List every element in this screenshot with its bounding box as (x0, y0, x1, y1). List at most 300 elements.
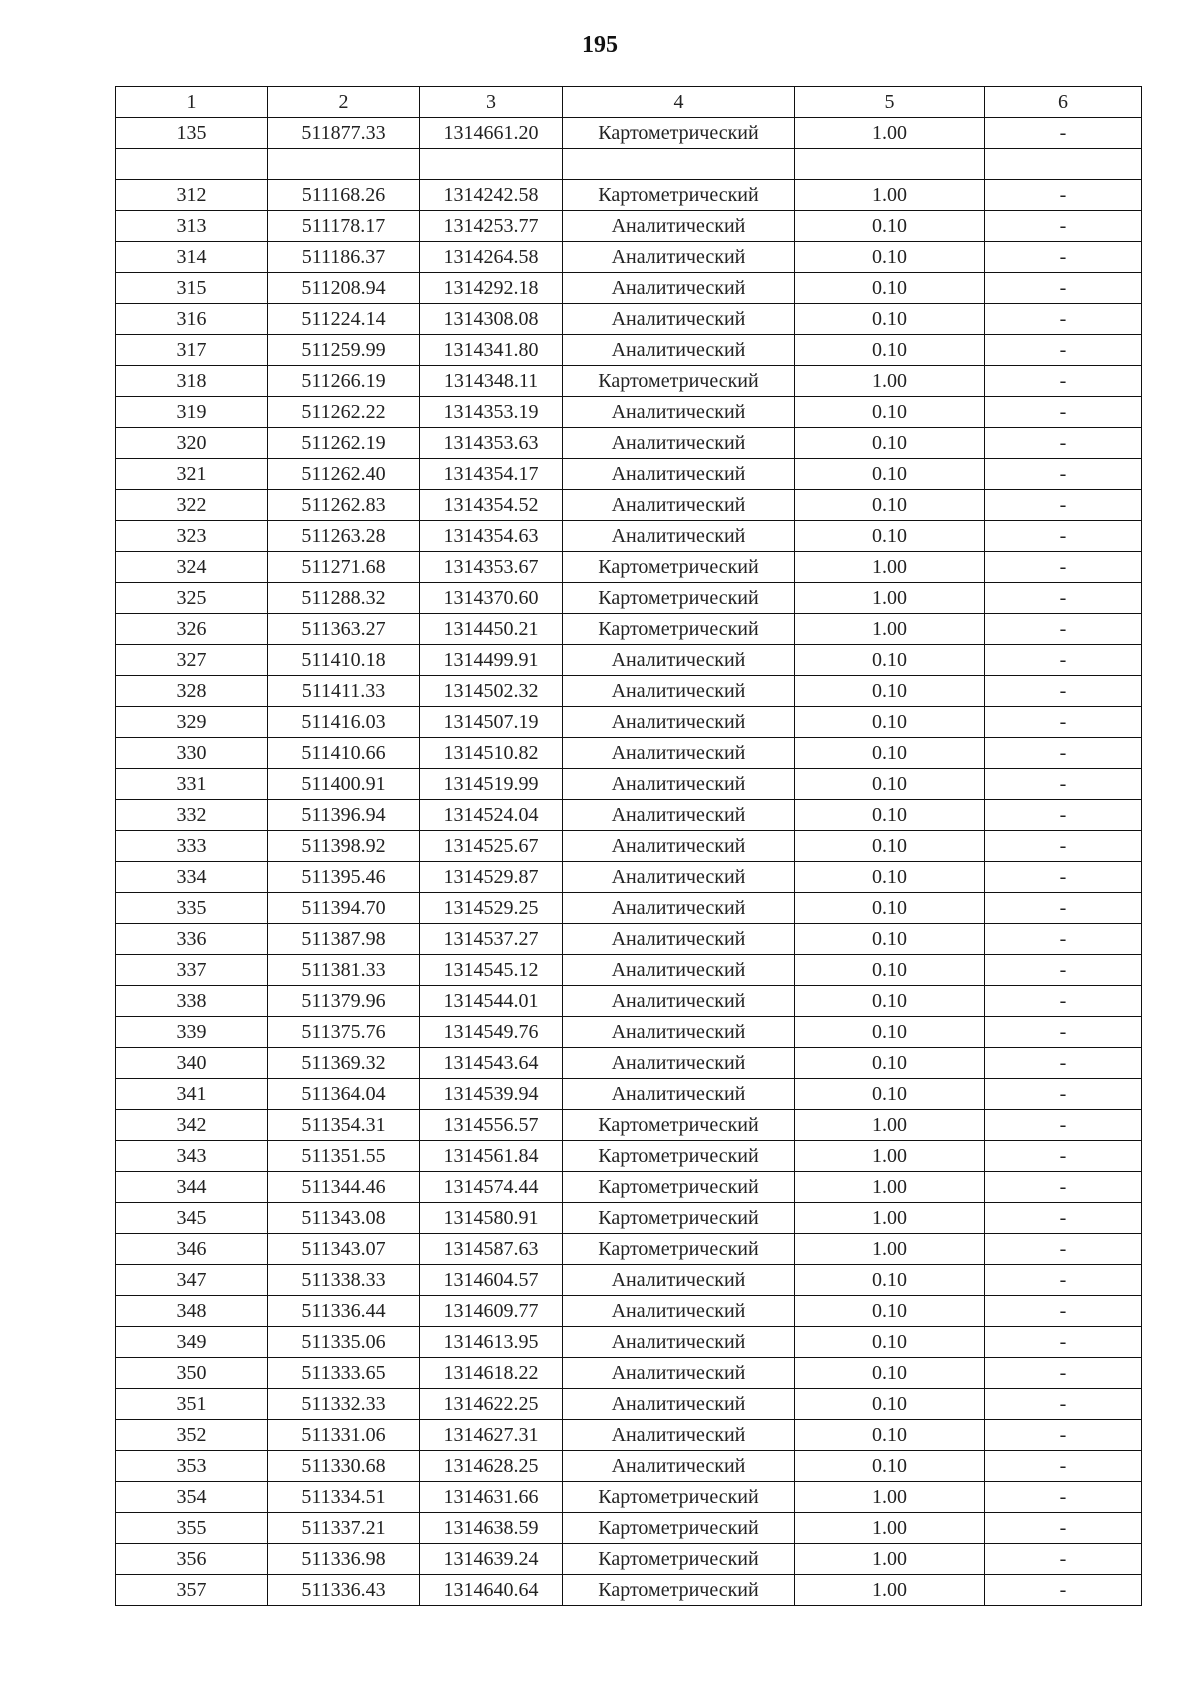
accuracy-cell: 0.10 (795, 459, 985, 490)
accuracy-cell: 0.10 (795, 335, 985, 366)
note-cell: - (985, 521, 1142, 552)
y-coordinate-cell: 1314539.94 (420, 1079, 563, 1110)
accuracy-cell: 0.10 (795, 490, 985, 521)
method-cell: Картометрический (563, 1141, 795, 1172)
y-coordinate-cell: 1314502.32 (420, 676, 563, 707)
table-row (116, 273, 1142, 304)
method-cell: Картометрический (563, 583, 795, 614)
point-number-cell: 326 (116, 614, 268, 645)
coordinates-table-body (116, 87, 1142, 1606)
note-cell: - (985, 893, 1142, 924)
point-number-cell: 357 (116, 1575, 268, 1606)
x-coordinate-cell: 511410.66 (268, 738, 420, 769)
method-cell: Картометрический (563, 118, 795, 149)
note-cell: - (985, 242, 1142, 273)
table-row (116, 1420, 1142, 1451)
method-cell: Аналитический (563, 1048, 795, 1079)
table-row (116, 1358, 1142, 1389)
x-coordinate-cell: 511266.19 (268, 366, 420, 397)
note-cell: - (985, 1079, 1142, 1110)
x-coordinate-cell: 511338.33 (268, 1265, 420, 1296)
accuracy-cell: 1.00 (795, 1513, 985, 1544)
method-cell: Аналитический (563, 893, 795, 924)
table-row (116, 1079, 1142, 1110)
point-number-cell: 335 (116, 893, 268, 924)
point-number-cell: 314 (116, 242, 268, 273)
note-cell: - (985, 1048, 1142, 1079)
table-row (116, 769, 1142, 800)
note-cell: - (985, 1296, 1142, 1327)
x-coordinate-cell: 511354.31 (268, 1110, 420, 1141)
accuracy-cell: 0.10 (795, 1327, 985, 1358)
accuracy-cell: 1.00 (795, 1141, 985, 1172)
y-coordinate-cell: 1314587.63 (420, 1234, 563, 1265)
table-row (116, 1141, 1142, 1172)
table-row (116, 1296, 1142, 1327)
method-cell: Аналитический (563, 831, 795, 862)
method-cell: Аналитический (563, 242, 795, 273)
accuracy-cell: 1.00 (795, 583, 985, 614)
method-cell: Аналитический (563, 738, 795, 769)
y-coordinate-cell: 1314545.12 (420, 955, 563, 986)
y-coordinate-cell: 1314525.67 (420, 831, 563, 862)
x-coordinate-cell: 511224.14 (268, 304, 420, 335)
accuracy-cell: 0.10 (795, 304, 985, 335)
x-coordinate-cell: 511333.65 (268, 1358, 420, 1389)
note-cell: - (985, 1482, 1142, 1513)
x-coordinate-cell: 511178.17 (268, 211, 420, 242)
coordinates-table (115, 86, 1142, 1606)
column-header: 4 (563, 87, 795, 118)
x-coordinate-cell: 511396.94 (268, 800, 420, 831)
point-number-cell: 317 (116, 335, 268, 366)
note-cell: - (985, 986, 1142, 1017)
point-number-cell: 356 (116, 1544, 268, 1575)
point-number-cell: 323 (116, 521, 268, 552)
note-cell: - (985, 676, 1142, 707)
table-row (116, 893, 1142, 924)
x-coordinate-cell (268, 149, 420, 180)
note-cell: - (985, 1265, 1142, 1296)
point-number-cell: 318 (116, 366, 268, 397)
y-coordinate-cell: 1314450.21 (420, 614, 563, 645)
note-cell: - (985, 800, 1142, 831)
y-coordinate-cell: 1314661.20 (420, 118, 563, 149)
x-coordinate-cell: 511411.33 (268, 676, 420, 707)
y-coordinate-cell: 1314604.57 (420, 1265, 563, 1296)
note-cell: - (985, 552, 1142, 583)
method-cell: Аналитический (563, 645, 795, 676)
point-number-cell: 316 (116, 304, 268, 335)
method-cell: Аналитический (563, 800, 795, 831)
method-cell: Картометрический (563, 1172, 795, 1203)
x-coordinate-cell: 511168.26 (268, 180, 420, 211)
accuracy-cell: 1.00 (795, 1575, 985, 1606)
point-number-cell: 313 (116, 211, 268, 242)
note-cell: - (985, 645, 1142, 676)
x-coordinate-cell: 511336.43 (268, 1575, 420, 1606)
x-coordinate-cell: 511375.76 (268, 1017, 420, 1048)
table-row (116, 583, 1142, 614)
y-coordinate-cell: 1314561.84 (420, 1141, 563, 1172)
column-header: 3 (420, 87, 563, 118)
note-cell: - (985, 831, 1142, 862)
method-cell: Аналитический (563, 986, 795, 1017)
method-cell: Аналитический (563, 211, 795, 242)
method-cell: Аналитический (563, 304, 795, 335)
y-coordinate-cell: 1314308.08 (420, 304, 563, 335)
point-number-cell: 325 (116, 583, 268, 614)
y-coordinate-cell: 1314609.77 (420, 1296, 563, 1327)
table-row (116, 149, 1142, 180)
note-cell: - (985, 955, 1142, 986)
point-number-cell: 348 (116, 1296, 268, 1327)
x-coordinate-cell: 511262.40 (268, 459, 420, 490)
accuracy-cell: 0.10 (795, 1265, 985, 1296)
accuracy-cell: 1.00 (795, 1544, 985, 1575)
method-cell: Аналитический (563, 1327, 795, 1358)
method-cell: Аналитический (563, 769, 795, 800)
accuracy-cell: 0.10 (795, 862, 985, 893)
x-coordinate-cell: 511332.33 (268, 1389, 420, 1420)
method-cell: Аналитический (563, 955, 795, 986)
accuracy-cell: 0.10 (795, 676, 985, 707)
y-coordinate-cell: 1314544.01 (420, 986, 563, 1017)
table-row (116, 1110, 1142, 1141)
note-cell: - (985, 1203, 1142, 1234)
table-row (116, 459, 1142, 490)
table-row (116, 1327, 1142, 1358)
table-row (116, 1234, 1142, 1265)
table-row (116, 986, 1142, 1017)
x-coordinate-cell: 511363.27 (268, 614, 420, 645)
point-number-cell (116, 149, 268, 180)
y-coordinate-cell: 1314537.27 (420, 924, 563, 955)
accuracy-cell: 0.10 (795, 521, 985, 552)
point-number-cell: 333 (116, 831, 268, 862)
column-header: 6 (985, 87, 1142, 118)
table-row (116, 521, 1142, 552)
y-coordinate-cell: 1314242.58 (420, 180, 563, 211)
point-number-cell: 331 (116, 769, 268, 800)
point-number-cell: 322 (116, 490, 268, 521)
y-coordinate-cell: 1314353.19 (420, 397, 563, 428)
table-row (116, 1482, 1142, 1513)
table-row (116, 1048, 1142, 1079)
column-header: 1 (116, 87, 268, 118)
y-coordinate-cell: 1314580.91 (420, 1203, 563, 1234)
note-cell: - (985, 459, 1142, 490)
x-coordinate-cell: 511387.98 (268, 924, 420, 955)
accuracy-cell: 1.00 (795, 1110, 985, 1141)
x-coordinate-cell: 511263.28 (268, 521, 420, 552)
note-cell: - (985, 1420, 1142, 1451)
accuracy-cell: 0.10 (795, 1296, 985, 1327)
method-cell: Аналитический (563, 428, 795, 459)
point-number-cell: 327 (116, 645, 268, 676)
point-number-cell: 344 (116, 1172, 268, 1203)
note-cell: - (985, 366, 1142, 397)
x-coordinate-cell: 511877.33 (268, 118, 420, 149)
x-coordinate-cell: 511416.03 (268, 707, 420, 738)
note-cell (985, 149, 1142, 180)
y-coordinate-cell: 1314354.63 (420, 521, 563, 552)
y-coordinate-cell: 1314549.76 (420, 1017, 563, 1048)
method-cell: Картометрический (563, 1203, 795, 1234)
x-coordinate-cell: 511336.44 (268, 1296, 420, 1327)
accuracy-cell: 0.10 (795, 769, 985, 800)
y-coordinate-cell: 1314499.91 (420, 645, 563, 676)
method-cell: Картометрический (563, 1513, 795, 1544)
accuracy-cell: 0.10 (795, 645, 985, 676)
table-row (116, 862, 1142, 893)
x-coordinate-cell: 511337.21 (268, 1513, 420, 1544)
x-coordinate-cell: 511262.19 (268, 428, 420, 459)
point-number-cell: 324 (116, 552, 268, 583)
note-cell: - (985, 1234, 1142, 1265)
method-cell: Картометрический (563, 552, 795, 583)
point-number-cell: 315 (116, 273, 268, 304)
x-coordinate-cell: 511394.70 (268, 893, 420, 924)
column-header: 5 (795, 87, 985, 118)
y-coordinate-cell: 1314529.25 (420, 893, 563, 924)
table-row (116, 645, 1142, 676)
y-coordinate-cell: 1314574.44 (420, 1172, 563, 1203)
y-coordinate-cell: 1314292.18 (420, 273, 563, 304)
accuracy-cell: 0.10 (795, 707, 985, 738)
method-cell: Картометрический (563, 1234, 795, 1265)
y-coordinate-cell: 1314556.57 (420, 1110, 563, 1141)
accuracy-cell: 1.00 (795, 180, 985, 211)
table-row (116, 428, 1142, 459)
accuracy-cell: 0.10 (795, 800, 985, 831)
table-row (116, 397, 1142, 428)
note-cell: - (985, 583, 1142, 614)
y-coordinate-cell: 1314341.80 (420, 335, 563, 366)
point-number-cell: 334 (116, 862, 268, 893)
y-coordinate-cell: 1314353.67 (420, 552, 563, 583)
accuracy-cell: 0.10 (795, 1389, 985, 1420)
y-coordinate-cell: 1314639.24 (420, 1544, 563, 1575)
table-row (116, 738, 1142, 769)
table-row (116, 924, 1142, 955)
accuracy-cell: 1.00 (795, 118, 985, 149)
y-coordinate-cell: 1314507.19 (420, 707, 563, 738)
y-coordinate-cell: 1314631.66 (420, 1482, 563, 1513)
method-cell: Аналитический (563, 1358, 795, 1389)
table-row (116, 955, 1142, 986)
note-cell: - (985, 1358, 1142, 1389)
y-coordinate-cell: 1314353.63 (420, 428, 563, 459)
accuracy-cell: 0.10 (795, 397, 985, 428)
method-cell: Аналитический (563, 459, 795, 490)
note-cell: - (985, 490, 1142, 521)
x-coordinate-cell: 511330.68 (268, 1451, 420, 1482)
point-number-cell: 339 (116, 1017, 268, 1048)
accuracy-cell: 0.10 (795, 831, 985, 862)
x-coordinate-cell: 511351.55 (268, 1141, 420, 1172)
x-coordinate-cell: 511343.07 (268, 1234, 420, 1265)
x-coordinate-cell: 511208.94 (268, 273, 420, 304)
table-header-row (116, 87, 1142, 118)
accuracy-cell: 1.00 (795, 1234, 985, 1265)
method-cell: Картометрический (563, 1544, 795, 1575)
y-coordinate-cell: 1314253.77 (420, 211, 563, 242)
y-coordinate-cell: 1314618.22 (420, 1358, 563, 1389)
point-number-cell: 351 (116, 1389, 268, 1420)
x-coordinate-cell: 511262.22 (268, 397, 420, 428)
method-cell: Аналитический (563, 862, 795, 893)
x-coordinate-cell: 511271.68 (268, 552, 420, 583)
accuracy-cell: 0.10 (795, 1048, 985, 1079)
accuracy-cell: 0.10 (795, 986, 985, 1017)
note-cell: - (985, 335, 1142, 366)
table-row (116, 366, 1142, 397)
accuracy-cell: 1.00 (795, 614, 985, 645)
note-cell: - (985, 1172, 1142, 1203)
x-coordinate-cell: 511398.92 (268, 831, 420, 862)
method-cell: Картометрический (563, 1482, 795, 1513)
point-number-cell: 346 (116, 1234, 268, 1265)
x-coordinate-cell: 511335.06 (268, 1327, 420, 1358)
method-cell: Аналитический (563, 924, 795, 955)
method-cell: Аналитический (563, 1265, 795, 1296)
x-coordinate-cell: 511262.83 (268, 490, 420, 521)
note-cell: - (985, 211, 1142, 242)
note-cell: - (985, 1141, 1142, 1172)
point-number-cell: 332 (116, 800, 268, 831)
accuracy-cell: 1.00 (795, 552, 985, 583)
method-cell: Аналитический (563, 1017, 795, 1048)
table-row (116, 1451, 1142, 1482)
method-cell: Аналитический (563, 707, 795, 738)
point-number-cell: 352 (116, 1420, 268, 1451)
table-row (116, 1544, 1142, 1575)
x-coordinate-cell: 511369.32 (268, 1048, 420, 1079)
note-cell: - (985, 118, 1142, 149)
method-cell: Картометрический (563, 614, 795, 645)
note-cell: - (985, 614, 1142, 645)
accuracy-cell: 0.10 (795, 428, 985, 459)
method-cell: Аналитический (563, 1389, 795, 1420)
point-number-cell: 340 (116, 1048, 268, 1079)
method-cell: Аналитический (563, 521, 795, 552)
table-row (116, 800, 1142, 831)
x-coordinate-cell: 511334.51 (268, 1482, 420, 1513)
point-number-cell: 341 (116, 1079, 268, 1110)
y-coordinate-cell: 1314529.87 (420, 862, 563, 893)
y-coordinate-cell: 1314510.82 (420, 738, 563, 769)
accuracy-cell: 0.10 (795, 1358, 985, 1389)
accuracy-cell: 0.10 (795, 242, 985, 273)
method-cell: Аналитический (563, 1079, 795, 1110)
note-cell: - (985, 1389, 1142, 1420)
table-row (116, 676, 1142, 707)
table-row (116, 335, 1142, 366)
x-coordinate-cell: 511381.33 (268, 955, 420, 986)
y-coordinate-cell: 1314348.11 (420, 366, 563, 397)
point-number-cell: 349 (116, 1327, 268, 1358)
table-row (116, 490, 1142, 521)
accuracy-cell: 0.10 (795, 1420, 985, 1451)
accuracy-cell: 0.10 (795, 924, 985, 955)
x-coordinate-cell: 511395.46 (268, 862, 420, 893)
point-number-cell: 345 (116, 1203, 268, 1234)
accuracy-cell (795, 149, 985, 180)
accuracy-cell: 0.10 (795, 955, 985, 986)
point-number-cell: 135 (116, 118, 268, 149)
point-number-cell: 336 (116, 924, 268, 955)
y-coordinate-cell: 1314628.25 (420, 1451, 563, 1482)
x-coordinate-cell: 511259.99 (268, 335, 420, 366)
point-number-cell: 319 (116, 397, 268, 428)
point-number-cell: 355 (116, 1513, 268, 1544)
method-cell: Аналитический (563, 490, 795, 521)
point-number-cell: 330 (116, 738, 268, 769)
y-coordinate-cell: 1314640.64 (420, 1575, 563, 1606)
y-coordinate-cell: 1314638.59 (420, 1513, 563, 1544)
table-row (116, 707, 1142, 738)
y-coordinate-cell: 1314543.64 (420, 1048, 563, 1079)
point-number-cell: 343 (116, 1141, 268, 1172)
point-number-cell: 312 (116, 180, 268, 211)
table-row (116, 211, 1142, 242)
accuracy-cell: 1.00 (795, 1203, 985, 1234)
note-cell: - (985, 1110, 1142, 1141)
table-row (116, 180, 1142, 211)
note-cell: - (985, 273, 1142, 304)
note-cell: - (985, 1575, 1142, 1606)
note-cell: - (985, 1544, 1142, 1575)
note-cell: - (985, 428, 1142, 459)
x-coordinate-cell: 511344.46 (268, 1172, 420, 1203)
y-coordinate-cell: 1314519.99 (420, 769, 563, 800)
accuracy-cell: 1.00 (795, 366, 985, 397)
method-cell: Картометрический (563, 1575, 795, 1606)
point-number-cell: 347 (116, 1265, 268, 1296)
table-row (116, 1575, 1142, 1606)
note-cell: - (985, 180, 1142, 211)
note-cell: - (985, 924, 1142, 955)
note-cell: - (985, 738, 1142, 769)
point-number-cell: 338 (116, 986, 268, 1017)
y-coordinate-cell: 1314264.58 (420, 242, 563, 273)
accuracy-cell: 1.00 (795, 1482, 985, 1513)
x-coordinate-cell: 511336.98 (268, 1544, 420, 1575)
accuracy-cell: 0.10 (795, 1017, 985, 1048)
point-number-cell: 321 (116, 459, 268, 490)
method-cell (563, 149, 795, 180)
table-row (116, 118, 1142, 149)
y-coordinate-cell: 1314370.60 (420, 583, 563, 614)
point-number-cell: 329 (116, 707, 268, 738)
method-cell: Аналитический (563, 1420, 795, 1451)
point-number-cell: 320 (116, 428, 268, 459)
accuracy-cell: 0.10 (795, 273, 985, 304)
accuracy-cell: 0.10 (795, 1079, 985, 1110)
note-cell: - (985, 304, 1142, 335)
accuracy-cell: 0.10 (795, 1451, 985, 1482)
table-row (116, 1389, 1142, 1420)
point-number-cell: 328 (116, 676, 268, 707)
point-number-cell: 337 (116, 955, 268, 986)
note-cell: - (985, 1513, 1142, 1544)
method-cell: Аналитический (563, 397, 795, 428)
table-row (116, 242, 1142, 273)
x-coordinate-cell: 511186.37 (268, 242, 420, 273)
point-number-cell: 354 (116, 1482, 268, 1513)
accuracy-cell: 0.10 (795, 893, 985, 924)
